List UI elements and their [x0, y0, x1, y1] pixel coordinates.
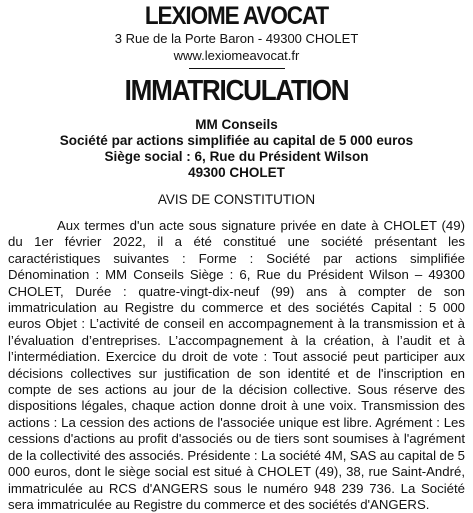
- notice-title: AVIS DE CONSTITUTION: [157, 192, 316, 207]
- law-firm-header: [8, 0, 465, 107]
- company-details: [8, 117, 465, 181]
- notice-body-text: Aux termes d'un acte sous signature privée en date à CHOLET (49) du 1er février 2022, il a été constitué une société présentant les caractéristiques suivantes : Forme : Société par actions simplifiée Dénomination : MM Conseils Siège : 6, Rue du Président Wilson – 49300 CHOLET, Durée : quatre-vingt-dix-neuf (99) ans à compter de son immatriculation au Registre du commerce et des sociétés Capital : 5 000 euros Objet : L’activité de conseil en accompagnement à la transmission et à l’évaluation d’entreprises. L’accompagnement à la création, à l’audit et à l’intermédiation. Exercice du droit de vote : Tout associé peut participer aux décisions collectives sur justification de son identité et de l'inscription en compte de ses actions au jour de la décision collective. Sous réserve des dispositions légales, chaque action donne droit à une voix. Transmission des actions : La cession des actions de l'associée unique est libre. Agrément : Les cessions d'actions au profit d'associés ou de tiers sont soumises à l'agrément de la collectivité des associés. Présidente : La société 4M, SAS au capital de 5 000 euros, dont le siège social est situé à CHOLET (49), 38, rue Saint-André, immatriculée au RCS d'ANGERS sous le numéro 948 239 736. La Société sera immatriculée au Registre du commerce et des sociétés d'ANGERS.: [8, 218, 465, 512]
- header-divider: [189, 68, 285, 69]
- company-name: MM Conseils: [195, 117, 278, 132]
- notice-category-title: IMMATRICULATION: [124, 75, 349, 107]
- company-form-and-capital: Société par actions simplifiée au capital de 5 000 euros: [59, 133, 414, 148]
- law-firm-website: www.lexiomeavocat.fr: [173, 48, 300, 63]
- company-registered-office: Siège social : 6, Rue du Président Wilson: [104, 149, 369, 164]
- company-postal-city: 49300 CHOLET: [188, 165, 285, 180]
- law-firm-name: LEXIOME AVOCAT: [144, 2, 329, 30]
- law-firm-address: 3 Rue de la Porte Baron - 49300 CHOLET: [114, 31, 359, 46]
